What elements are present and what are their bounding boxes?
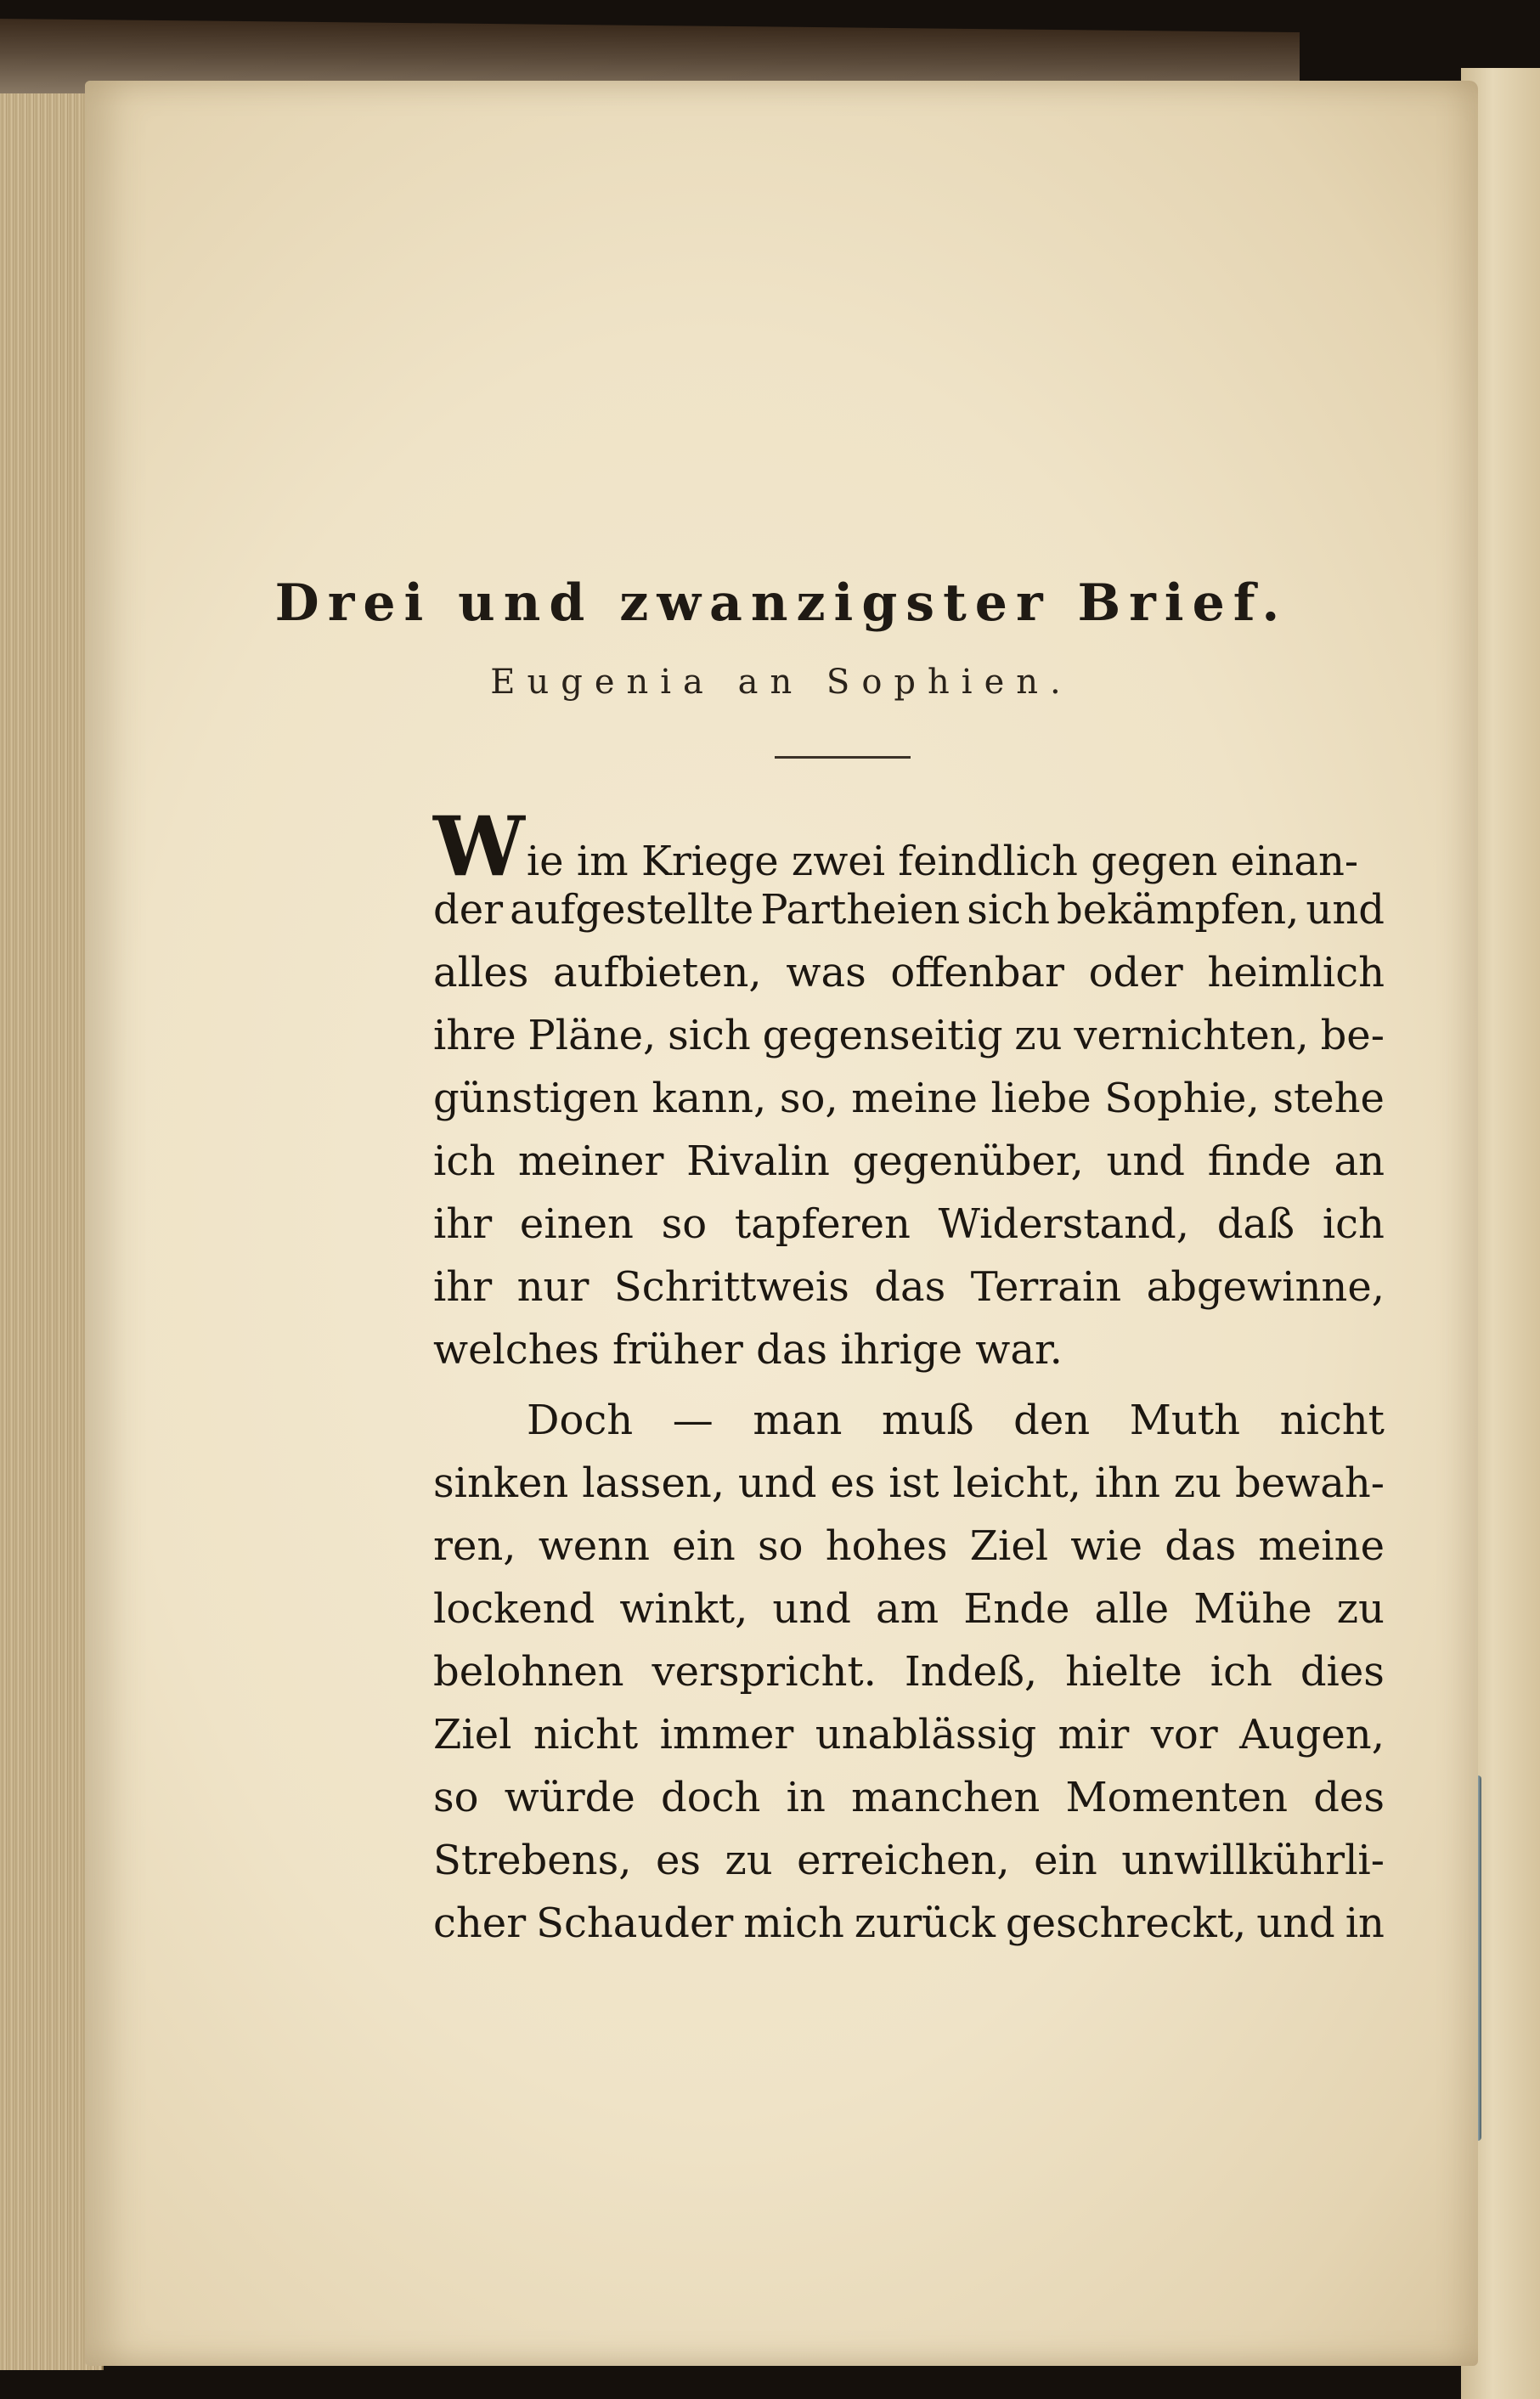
word: hohes	[825, 1522, 948, 1570]
word: alles	[433, 949, 529, 996]
word: in	[786, 1774, 826, 1821]
word: Widerstand,	[938, 1200, 1189, 1248]
word: das	[874, 1263, 946, 1311]
word: ich	[1322, 1200, 1385, 1248]
text-line	[433, 1256, 1385, 1318]
text-line	[433, 941, 1385, 1004]
text-line	[433, 1193, 1385, 1256]
word: Schauder	[536, 1899, 734, 1947]
text-line	[433, 878, 1385, 941]
word: alle	[1094, 1585, 1170, 1633]
word: oder	[1088, 949, 1183, 996]
word: daß	[1216, 1200, 1295, 1248]
word: ihre	[433, 1012, 516, 1059]
word: aufgestellte	[510, 886, 754, 934]
word: mir	[1058, 1711, 1130, 1758]
word: ist	[888, 1459, 939, 1507]
letter-subtitle: Eugenia an Sophien.	[490, 663, 1073, 702]
line-text: welches früher das ihrige war.	[433, 1326, 1063, 1374]
word: meine	[1258, 1522, 1385, 1570]
line-text: ie im Kriege zwei feindlich gegen einan-	[526, 838, 1359, 885]
title-rule	[775, 756, 911, 759]
word: zu	[1014, 1012, 1063, 1059]
word: offenbar	[890, 949, 1064, 996]
text-line	[433, 1318, 1385, 1381]
word: immer	[659, 1711, 794, 1758]
word: ren,	[433, 1522, 516, 1570]
word: zu	[1336, 1585, 1385, 1633]
word: manchen	[851, 1774, 1041, 1821]
word: ihn	[1094, 1459, 1160, 1507]
word: und	[1306, 886, 1385, 934]
word: gegenseitig	[762, 1012, 1003, 1059]
text-line	[433, 1640, 1385, 1703]
letter-title: Drei und zwanzigster Brief.	[274, 573, 1289, 633]
text-line	[433, 1892, 1385, 1955]
word: den	[1013, 1397, 1091, 1444]
word: nur	[516, 1263, 589, 1311]
text-line	[433, 1452, 1385, 1515]
text-line	[433, 1515, 1385, 1578]
word: so	[758, 1522, 804, 1570]
word: lassen,	[582, 1459, 725, 1507]
text-line	[433, 799, 1385, 895]
word: erreichen,	[797, 1837, 1010, 1884]
word: Mühe	[1193, 1585, 1312, 1633]
word: geschreckt,	[1005, 1899, 1247, 1947]
word: was	[786, 949, 866, 996]
word: man	[753, 1397, 843, 1444]
word: dies	[1300, 1648, 1385, 1696]
word: wenn	[538, 1522, 651, 1570]
word: Muth	[1129, 1397, 1241, 1444]
word: stehe	[1272, 1075, 1385, 1122]
paragraph-1	[433, 799, 1385, 1381]
word: ein	[1034, 1837, 1097, 1884]
word: hielte	[1065, 1648, 1182, 1696]
word: nicht	[1279, 1397, 1385, 1444]
word: verspricht.	[652, 1648, 877, 1696]
word: bewah-	[1234, 1459, 1385, 1507]
word: Schrittweis	[613, 1263, 849, 1311]
word: ich	[433, 1137, 496, 1185]
word: in	[1345, 1899, 1385, 1947]
text-line	[433, 1067, 1385, 1130]
word: Sophie,	[1104, 1075, 1260, 1122]
word: vor	[1150, 1711, 1218, 1758]
word: und	[1256, 1899, 1335, 1947]
word: ihr	[433, 1263, 493, 1311]
word: Momenten	[1065, 1774, 1288, 1821]
word: be-	[1320, 1012, 1385, 1059]
word: meine	[851, 1075, 978, 1122]
word: und	[737, 1459, 817, 1507]
word: wie	[1070, 1522, 1143, 1570]
word: mich	[743, 1899, 844, 1947]
word: nicht	[533, 1711, 639, 1758]
word: muß	[882, 1397, 974, 1444]
word: Augen,	[1239, 1711, 1385, 1758]
word: und	[1106, 1137, 1186, 1185]
word: belohnen	[433, 1648, 624, 1696]
word: Doch	[527, 1397, 634, 1444]
word: meiner	[517, 1137, 664, 1185]
paragraph-2	[433, 1389, 1385, 1955]
word: leicht,	[952, 1459, 1081, 1507]
word: winkt,	[619, 1585, 748, 1633]
word: Terrain	[970, 1263, 1122, 1311]
word: günstigen	[433, 1075, 639, 1122]
word: zurück	[854, 1899, 996, 1947]
word: und	[772, 1585, 851, 1633]
word: Indeß,	[904, 1648, 1038, 1696]
word: ein	[672, 1522, 736, 1570]
word: kann,	[652, 1075, 767, 1122]
word: Pläne,	[527, 1012, 657, 1059]
word: doch	[661, 1774, 761, 1821]
word: ich	[1210, 1648, 1272, 1696]
word: das	[1165, 1522, 1237, 1570]
word: Ziel	[433, 1711, 512, 1758]
word: lockend	[433, 1585, 595, 1633]
word: der	[433, 886, 504, 934]
text-line	[433, 1703, 1385, 1766]
word: des	[1313, 1774, 1385, 1821]
word: so,	[779, 1075, 838, 1122]
word: Ende	[963, 1585, 1070, 1633]
word: abgewinne,	[1146, 1263, 1385, 1311]
text-line	[433, 1578, 1385, 1640]
text-line	[433, 1766, 1385, 1829]
text-line	[433, 1130, 1385, 1193]
text-line	[433, 1004, 1385, 1067]
word: am	[876, 1585, 939, 1633]
word: Strebens,	[433, 1837, 632, 1884]
word: es	[655, 1837, 701, 1884]
word: Ziel	[969, 1522, 1049, 1570]
text-line	[433, 1829, 1385, 1892]
drop-cap: W	[433, 799, 525, 895]
word: unwillkührli-	[1121, 1837, 1385, 1884]
word: Rivalin	[686, 1137, 830, 1185]
word: heimlich	[1207, 949, 1385, 996]
word: tapferen	[734, 1200, 911, 1248]
text-line	[433, 1389, 1385, 1452]
word: an	[1334, 1137, 1385, 1185]
word: cher	[433, 1899, 527, 1947]
word: sinken	[433, 1459, 569, 1507]
word: unablässig	[815, 1711, 1037, 1758]
word: bekämpfen,	[1057, 886, 1300, 934]
word: würde	[504, 1774, 635, 1821]
word: liebe	[990, 1075, 1092, 1122]
word: aufbieten,	[553, 949, 762, 996]
word: finde	[1207, 1137, 1312, 1185]
word: es	[830, 1459, 876, 1507]
word: gegenüber,	[852, 1137, 1084, 1185]
word: Partheien	[760, 886, 961, 934]
word: so	[661, 1200, 708, 1248]
page-text	[85, 81, 1478, 2366]
word: so	[433, 1774, 479, 1821]
word: sich	[967, 886, 1050, 934]
word: einen	[519, 1200, 634, 1248]
word: sich	[668, 1012, 751, 1059]
word: vernichten,	[1074, 1012, 1309, 1059]
word: —	[672, 1397, 714, 1444]
word: zu	[1173, 1459, 1222, 1507]
word: zu	[725, 1837, 773, 1884]
word: ihr	[433, 1200, 493, 1248]
